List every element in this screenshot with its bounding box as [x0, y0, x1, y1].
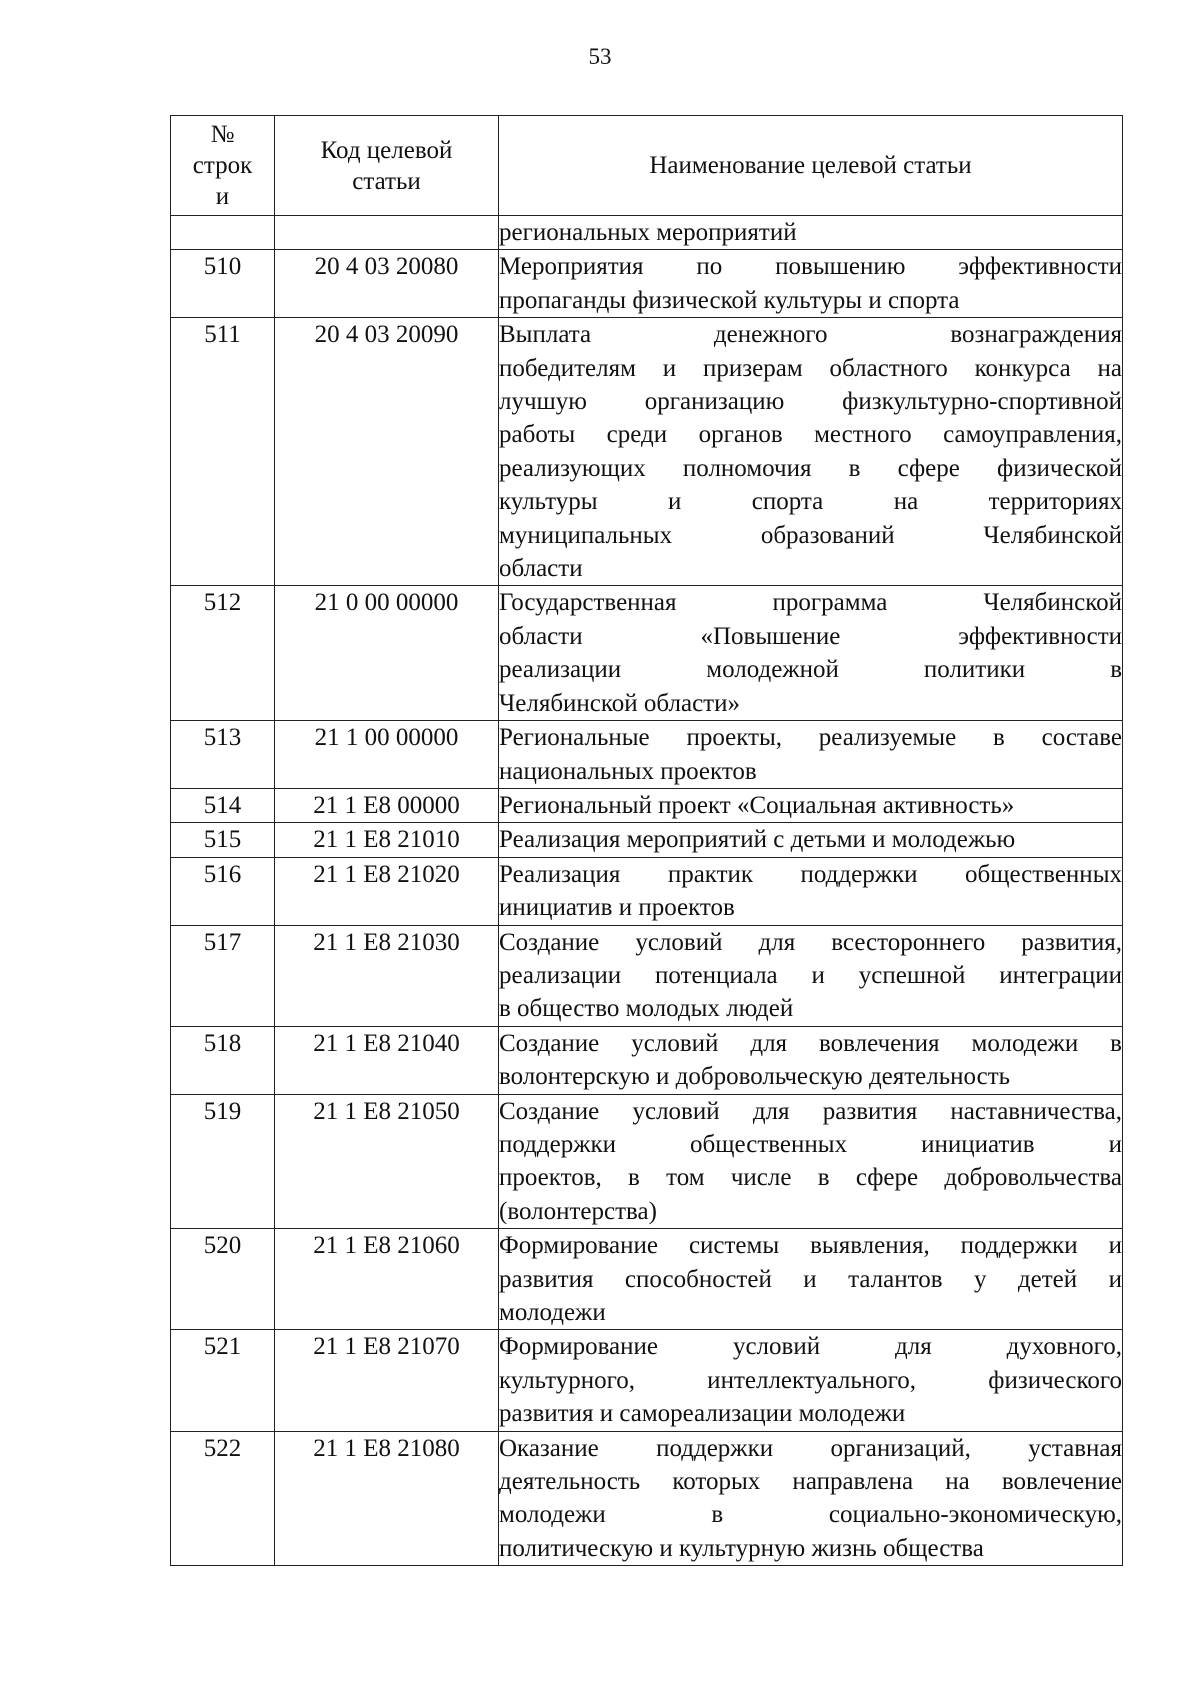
target-article-name-line: Мероприятия по повышению эффективности [499, 253, 1122, 281]
target-article-name [499, 216, 1123, 250]
target-article-name-line: Реализация мероприятий с детьми и молодежью [499, 826, 1016, 854]
header-row-number [171, 116, 275, 216]
target-article-name-line: реализации молодежной политики в [499, 656, 1122, 684]
table-header-row [171, 116, 1123, 216]
target-article-name-line: региональных мероприятий [499, 219, 797, 246]
target-article-name-line: Государственная программа Челябинской [499, 589, 1122, 617]
target-article-name-line: реализации потенциала и успешной интеграции [499, 961, 1122, 989]
target-article-name [499, 318, 1123, 586]
target-article-code: 21 1 E8 21040 [275, 1026, 499, 1094]
target-article-name-line: деятельность которых направлена на вовлечение [499, 1468, 1122, 1496]
target-article-name [499, 925, 1123, 1026]
target-article-name-line: Реализация практик поддержки общественных [499, 860, 1122, 888]
target-article-name [499, 788, 1123, 822]
target-article-name-line: Создание условий для всестороннего развития, [499, 928, 1122, 956]
target-article-name-line: пропаганды физической культуры и спорта [499, 286, 960, 314]
target-article-name [499, 823, 1123, 857]
row-number [171, 216, 275, 250]
row-number: 512 [171, 586, 275, 721]
target-article-name-line: области «Повышение эффективности [499, 622, 1122, 650]
target-article-name-line: победителям и призерам областного конкурса на [499, 354, 1122, 382]
table-row [171, 250, 1123, 318]
target-article-code: 21 1 E8 21060 [275, 1229, 499, 1330]
target-article-name [499, 1026, 1123, 1094]
table-row [171, 788, 1123, 822]
table-row [171, 1229, 1123, 1330]
row-number: 517 [171, 925, 275, 1026]
target-article-name [499, 250, 1123, 318]
row-number: 522 [171, 1431, 275, 1566]
header-code-line: статьи [352, 167, 421, 195]
target-article-name-line: культурного, интеллектуального, физического [499, 1366, 1122, 1394]
target-article-name-line: Создание условий для вовлечения молодежи в [499, 1029, 1122, 1057]
target-articles-table [170, 115, 1123, 1566]
target-article-name-line: (волонтерства) [499, 1197, 657, 1225]
page-number: 53 [588, 44, 612, 69]
target-article-code: 21 1 E8 21030 [275, 925, 499, 1026]
target-article-name-line: политическую и культурную жизнь общества [499, 1534, 984, 1562]
target-article-code: 21 0 00 00000 [275, 586, 499, 721]
table-row [171, 925, 1123, 1026]
row-number: 519 [171, 1094, 275, 1229]
table-row [171, 586, 1123, 721]
row-number: 511 [171, 318, 275, 586]
row-number: 516 [171, 857, 275, 925]
header-code [275, 116, 499, 216]
target-article-name [499, 1431, 1123, 1566]
target-article-name [499, 586, 1123, 721]
row-number: 518 [171, 1026, 275, 1094]
target-article-name-line: области [499, 555, 583, 583]
target-article-code: 21 1 E8 21080 [275, 1431, 499, 1566]
target-article-name-line: реализующих полномочия в сфере физической [499, 454, 1122, 482]
target-article-code: 21 1 E8 21010 [275, 823, 499, 857]
target-article-code: 21 1 E8 00000 [275, 788, 499, 822]
table-row [171, 721, 1123, 789]
target-article-name-line: поддержки общественных инициатив и [499, 1130, 1122, 1158]
row-number: 520 [171, 1229, 275, 1330]
target-article-name-line: Челябинской области» [499, 689, 740, 717]
table-row [171, 1094, 1123, 1229]
table-row [171, 1330, 1123, 1431]
table-row [171, 318, 1123, 586]
target-article-name [499, 721, 1123, 789]
target-article-name-line: муниципальных образований Челябинской [499, 521, 1122, 549]
target-article-code: 20 4 03 20090 [275, 318, 499, 586]
row-number: 515 [171, 823, 275, 857]
target-article-name-line: Оказание поддержки организаций, уставная [499, 1434, 1122, 1462]
target-article-code: 21 1 E8 21050 [275, 1094, 499, 1229]
table-row [171, 823, 1123, 857]
header-row-number-line: № [210, 121, 235, 148]
target-article-name-line: Формирование условий для духовного, [499, 1333, 1122, 1361]
target-article-name-line: молодежи в социально-экономическую, [499, 1501, 1122, 1529]
table-row [171, 1026, 1123, 1094]
target-article-name-line: Выплата денежного вознаграждения [499, 321, 1122, 349]
target-article-name-line: национальных проектов [499, 757, 757, 785]
target-article-name-line: в общество молодых людей [499, 995, 794, 1023]
header-code-line: Код целевой [320, 136, 453, 164]
target-article-code: 20 4 03 20080 [275, 250, 499, 318]
target-article-name-line: проектов, в том числе в сфере добровольчества [499, 1164, 1122, 1192]
table-row [171, 216, 1123, 250]
target-article-name-line: культуры и спорта на территориях [499, 488, 1122, 516]
target-article-code: 21 1 E8 21070 [275, 1330, 499, 1431]
target-article-code [275, 216, 499, 250]
target-article-name [499, 1229, 1123, 1330]
table-row [171, 857, 1123, 925]
target-article-name-line: лучшую организацию физкультурно-спортивной [499, 388, 1122, 416]
target-article-name-line: Региональные проекты, реализуемые в составе [499, 724, 1122, 752]
row-number: 521 [171, 1330, 275, 1431]
target-article-code: 21 1 E8 21020 [275, 857, 499, 925]
target-article-code: 21 1 00 00000 [275, 721, 499, 789]
target-article-name [499, 1330, 1123, 1431]
target-article-name-line: Региональный проект «Социальная активность» [499, 791, 1015, 819]
target-article-name-line: волонтерскую и добровольческую деятельность [499, 1063, 1011, 1091]
table-row [171, 1431, 1123, 1566]
target-article-name [499, 1094, 1123, 1229]
target-article-name-line: инициатив и проектов [499, 894, 735, 922]
header-row-number-line: и [215, 183, 230, 210]
target-article-name-line: молодежи [499, 1299, 606, 1326]
row-number: 510 [171, 250, 275, 318]
header-row-number-line: строк [192, 152, 253, 179]
header-name: Наименование целевой статьи [499, 116, 1123, 216]
target-article-name [499, 857, 1123, 925]
row-number: 514 [171, 788, 275, 822]
target-article-name-line: Создание условий для развития наставничества, [499, 1097, 1122, 1125]
target-article-name-line: развития способностей и талантов у детей и [499, 1265, 1122, 1293]
target-article-name-line: работы среди органов местного самоуправления, [499, 421, 1122, 449]
row-number: 513 [171, 721, 275, 789]
target-article-name-line: развития и самореализации молодежи [499, 1400, 906, 1428]
target-article-name-line: Формирование системы выявления, поддержки и [499, 1232, 1122, 1260]
